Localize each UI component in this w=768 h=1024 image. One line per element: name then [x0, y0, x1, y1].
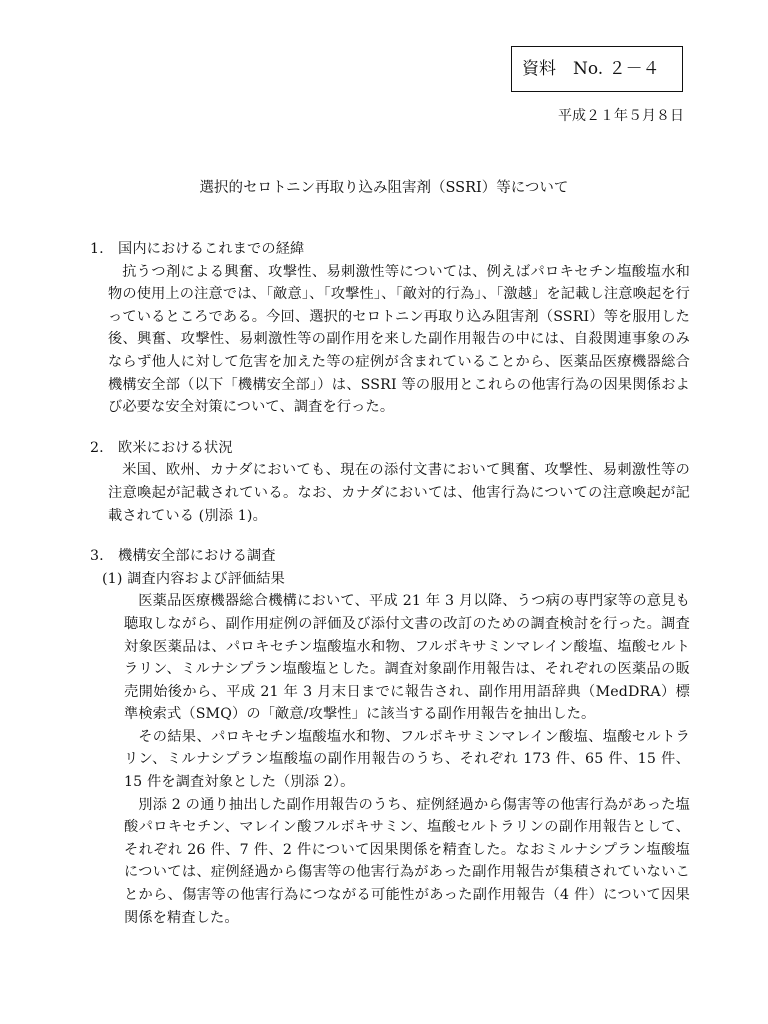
document-number-box [511, 46, 683, 92]
document-title: 選択的セロトニン再取り込み阻害剤（SSRI）等について [199, 180, 569, 196]
section-heading [90, 437, 690, 460]
paragraph: 米国、欧州、カナダにおいても、現在の添付文書において興奮、攻撃性、易刺激性等の注意喚起が記載されている。なお、カナダにおいては、他害行為についての注意喚起が記載されている (別添 1)。 [108, 462, 690, 524]
document-date: 平成２１年５月８日 [558, 108, 684, 124]
section-3 [90, 545, 690, 929]
paragraph: その結果、パロキセチン塩酸塩水和物、フルボキサミンマレイン酸塩、塩酸セルトラリン、ミルナシプラン塩酸塩の副作用報告のうち、それぞれ 173 件、65 件、15 件、15 件を調査対象とした（別添 2）。 [124, 728, 690, 791]
section-heading-text: 機構安全部における調査 [118, 548, 276, 565]
section-heading [90, 545, 690, 568]
paragraph: 別添 2 の通り抽出した副作用報告のうち、症例経過から傷害等の他害行為があった塩酸パロキセチン、マレイン酸フルボキサミン、塩酸セルトラリンの副作用報告として、それぞれ 26 件、7 件、2 件について因果関係を精査した。なおミルナシプラン塩酸塩については、症例経過から傷害等の他害行為があった副作用報告が集積されていないことから、傷害等の他害行為につながる可能性があった副作用報告（4 件）について因果関係を精査した。 [124, 796, 690, 926]
section-number: 1. [90, 241, 104, 257]
document-number: 資料 No. ２－４ [522, 59, 660, 79]
section-2 [90, 437, 690, 527]
section-heading-text: 欧米における状況 [118, 439, 233, 456]
section-1 [90, 238, 690, 419]
section-number: 2. [90, 439, 104, 456]
section-heading-text: 国内におけるこれまでの経緯 [118, 241, 305, 257]
subsection-heading: (1) 調査内容および評価結果 [102, 570, 285, 587]
paragraph: 医薬品医療機器総合機構において、平成 21 年 3 月以降、うつ病の専門家等の意見も聴取しながら、副作用症例の評価及び添付文書の改訂のための調査検討を行った。調査対象医薬品は、パロキセチン塩酸塩水和物、フルボキサミンマレイン酸塩、塩酸セルトラリン、ミルナシプラン塩酸塩とした。調査対象副作用報告は、それぞれの医薬品の販売開始後から、平成 21 年 3 月末日までに報告され、副作用用語辞典（MedDRA）標準検索式（SMQ）の「敵意/攻撃性」に該当する副作用報告を抽出した。 [124, 593, 690, 723]
section-heading [90, 238, 690, 261]
document-body [90, 238, 690, 929]
paragraph: 抗うつ剤による興奮、攻撃性、易刺激性等については、例えばパロキセチン塩酸塩水和物の使用上の注意では、「敵意」、「攻撃性」、「敵対的行為」、「激越」を記載し注意喚起を行っているところである。今回、選択的セロトニン再取り込み阻害剤（SSRI）等を服用した後、興奮、攻撃性、易刺激性等の副作用を来した副作用報告の中には、自殺関連事象のみならず他人に対して危害を加えた等の症例が含まれていることから、医薬品医療機器総合機構安全部（以下「機構安全部」）は、SSRI 等の服用とこれらの他害行為の因果関係および必要な安全対策について、調査を行った。 [108, 263, 690, 416]
section-number: 3. [90, 548, 104, 565]
